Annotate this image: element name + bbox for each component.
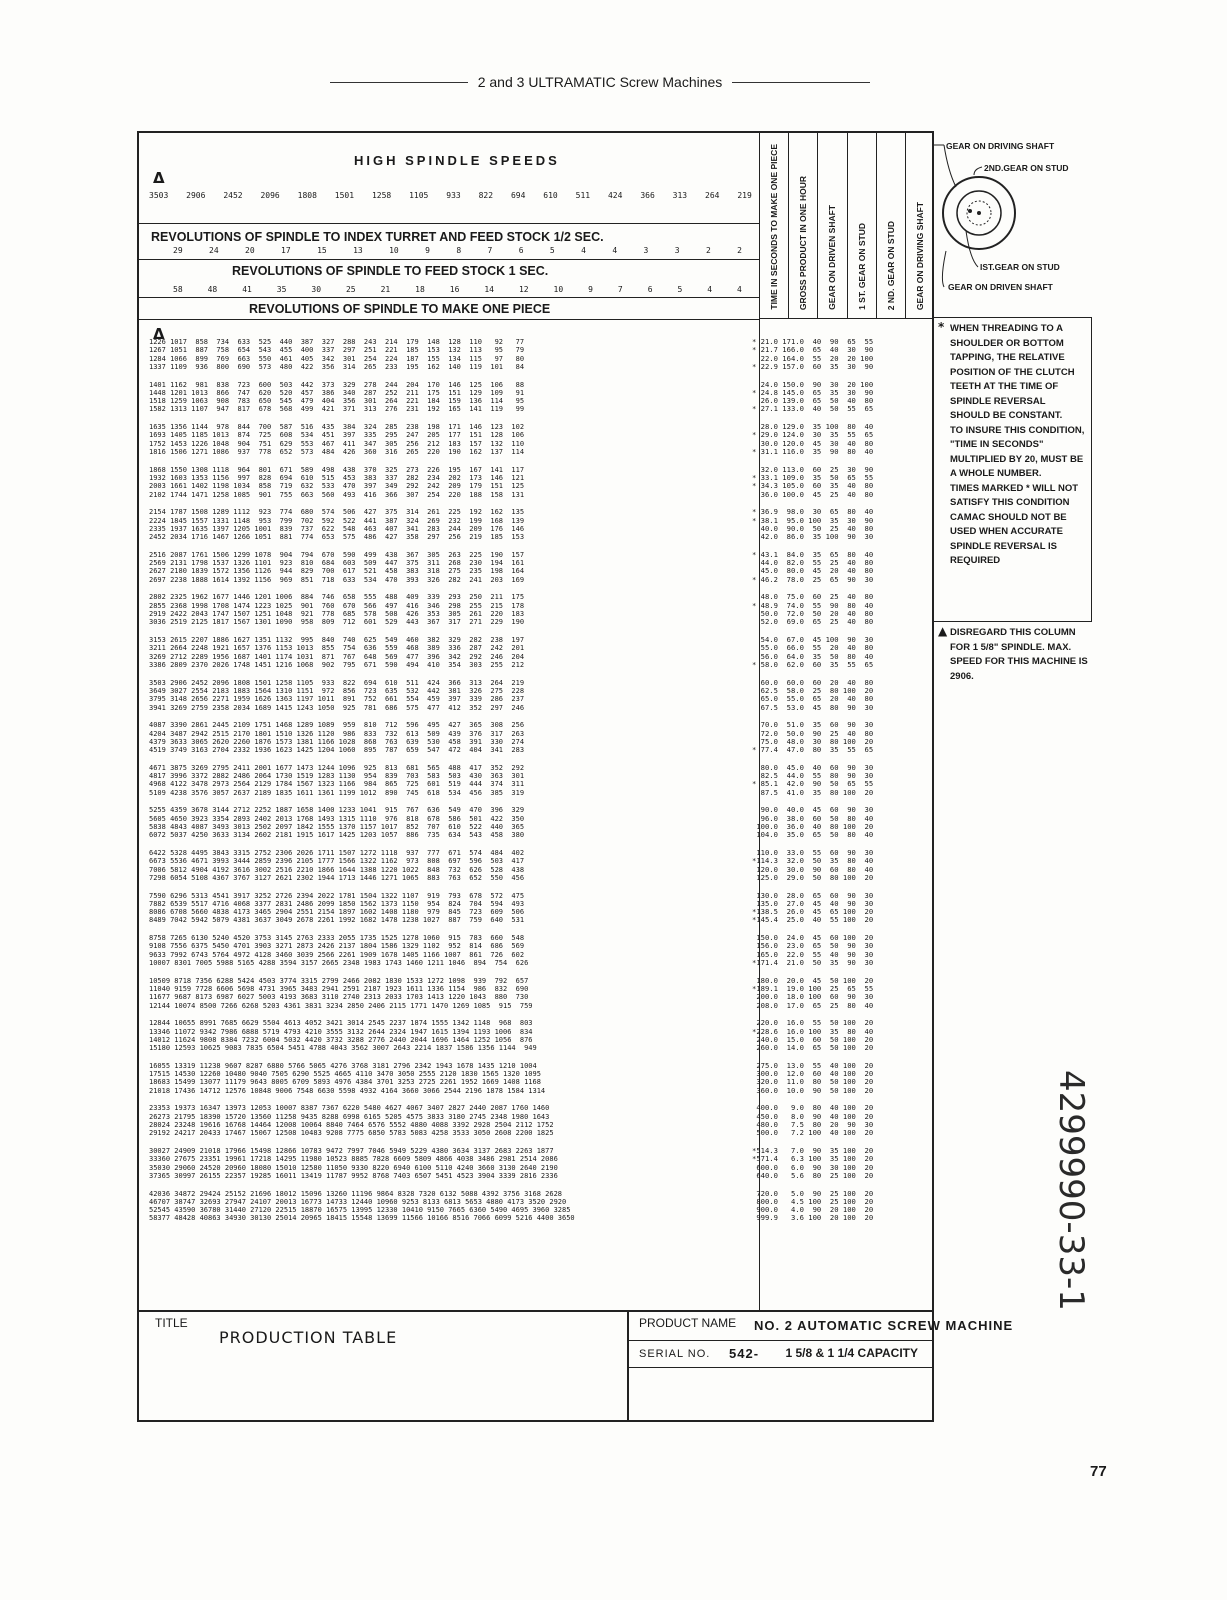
feed-value-12: 9 [588,285,593,294]
speed-value-1: 2906 [186,191,206,200]
time-gear-block: 48.0 75.0 60 25 40 80 * 48.9 74.0 55 90 80 40 50.0 72.0 50 20 40 80 52.0 69.0 65 25 40 80 [752,592,874,627]
feed-value-4: 30 [311,285,322,294]
revolutions-block: 6422 5328 4495 3843 3315 2752 2306 2026 1711 1507 1272 1118 937 777 671 574 484 402 6673 5536 4671 3993 3444 2859 2396 2105 1777 1566 1322 1162 973 808 697 596 503 417 7006 5812 4904 4192 3616 3002 2516 2210 1866 1644 1388 1220 1022 848 732 626 528 438 7298 6054 5108 4367 3767 3127 2621 2302 1944 1713 1446 1271 1065 883 763 652 550 456 [149,848,525,882]
index-value-12: 4 [581,246,586,255]
feed-value-1: 48 [207,285,218,294]
speed-value-9: 822 [478,191,494,200]
column-header-2 [818,133,847,318]
row-group [149,934,939,967]
piece-band-rule [139,297,759,298]
revolutions-block: 16055 13319 11238 9607 8287 6880 5766 5065 4276 3768 3181 2796 2342 1943 1678 1435 1210 1004 17515 14530 12260 10480 9040 7505 6290 5525 4665 4110 3470 3050 2555 2120 1830 1565 1320 1095 18683 15499 13077 11179 9643 8005 6709 5893 4976 4384 3701 3253 2725 2261 1952 1669 1408 1168 21018 17436 14712 12576 10848 9006 7548 6630 5598 4932 4164 3660 3066 2544 2196 1878 1584 1314 [149,1061,546,1095]
speed-value-13: 424 [607,191,623,200]
index-value-17: 2 [737,246,742,255]
capacity-value: 1 5/8 & 1 1/4 CAPACITY [785,1346,918,1360]
page-header [320,72,880,92]
triangle-marker: ▲ [938,624,948,638]
feed-value-0: 58 [173,285,183,294]
row-group [149,1190,939,1223]
feed-value-15: 5 [677,285,683,294]
time-gear-block: * 36.9 98.0 30 65 80 40 * 38.1 95.0 100 35 30 90 40.0 90.0 50 25 40 80 42.0 86.0 35 100 90 30 [752,507,874,542]
speed-value-10: 694 [510,191,526,200]
disregard-note [934,622,1092,684]
revolutions-block: 2802 2325 1962 1677 1446 1201 1006 884 746 658 555 488 409 339 293 250 211 175 2855 2368 1998 1708 1474 1223 1025 901 760 670 566 497 416 346 298 255 215 178 2919 2422 2043 1747 1507 1251 1048 921 778 685 578 508 426 353 305 261 220 183 3036 2519 2125 1817 1567 1301 1090 958 809 712 601 529 443 367 317 271 229 190 [149,593,525,627]
revolutions-block: 1868 1550 1308 1118 964 801 671 589 498 438 370 325 273 226 195 167 141 117 1932 1603 1353 1156 997 828 694 610 515 453 383 337 282 234 202 173 146 121 2003 1661 1402 1198 1034 858 719 632 533 470 397 349 292 242 209 179 151 125 2102 1744 1471 1258 1085 901 755 663 560 493 416 366 307 254 220 188 158 131 [149,465,525,499]
row-group [149,636,939,669]
serial-label: SERIAL NO. [639,1348,711,1360]
speed-value-12: 511 [575,191,591,200]
gear-diagram [934,131,1092,313]
column-header-label: 1 ST. GEAR ON STUD [856,223,867,310]
revolutions-block: 4087 3390 2861 2445 2109 1751 1468 1289 1089 959 810 712 596 495 427 365 308 256 4204 3487 2942 2515 2170 1801 1510 1326 1120 986 833 732 613 509 439 376 317 263 4379 3633 3065 2620 2260 1876 1573 1381 1166 1028 868 763 639 530 458 391 330 274 4519 3749 3163 2704 2332 1936 1623 1425 1204 1060 895 787 659 547 472 404 341 283 [149,721,525,755]
revolutions-block: 42036 34872 29424 25152 21696 18012 15096 13260 11196 9864 8328 7320 6132 5088 4392 3756 3168 2628 46707 38747 32693 27947 24107 20013 16773 14733 12440 10960 9253 8133 6813 5653 4880 4173 3520 2920 52545 43590 36780 31440 27120 22515 18870 16575 13995 12330 10410 9150 7665 6360 5490 4695 3960 3285 58377 48428 40863 34930 30130 25014 20965 18415 15548 13699 11566 10166 8516 7066 6099 5216 4400 3650 [149,1189,575,1223]
row-group [149,551,939,584]
speed-value-0: 3503 [149,191,169,200]
time-gear-block: 32.0 113.0 60 25 30 90 * 33.1 109.0 35 50 65 55 * 34.3 105.0 60 35 40 80 36.0 100.0 45 25 40 80 [752,464,874,499]
index-value-3: 17 [281,246,291,255]
star-marker: * [938,320,945,334]
row-group [149,679,939,712]
row-group [149,423,939,456]
high-spindle-speeds-title: HIGH SPINDLE SPEEDS [354,153,560,168]
time-gear-block: 180.0 20.0 45 50 100 20 *189.1 19.0 100 25 65 55 200.0 18.0 100 60 90 30 208.0 17.0 65 25 80 40 [752,975,874,1010]
row-group [149,764,939,797]
row-group [149,1019,939,1052]
time-gear-block: * 43.1 84.0 35 65 80 40 44.0 82.0 55 25 40 80 45.0 80.0 45 20 40 80 * 46.2 78.0 25 65 90 30 [752,549,874,584]
column-header-3 [848,133,877,318]
speed-value-8: 933 [446,191,461,200]
column-header-label: TIME IN SECONDS TO MAKE ONE PIECE [769,144,780,310]
row-group [149,721,939,754]
product-name-label: PRODUCT NAME [639,1316,737,1330]
row-group [149,508,939,541]
speed-value-11: 610 [543,191,558,200]
revolutions-block: 1635 1356 1144 978 844 700 587 516 435 384 324 285 238 198 171 146 123 102 1693 1405 1185 1013 874 725 608 534 451 397 335 295 247 205 177 151 128 106 1752 1453 1226 1048 904 751 629 553 467 411 347 305 256 212 183 157 132 110 1816 1506 1271 1086 937 778 652 573 484 426 360 316 265 220 190 162 137 114 [149,423,525,457]
speed-value-7: 1105 [409,191,429,200]
title-cell [139,1312,629,1420]
index-value-16: 2 [705,246,711,255]
feed-value-3: 35 [276,285,287,294]
row-group [149,1062,939,1095]
header-title: 2 and 3 ULTRAMATIC Screw Machines [477,74,723,90]
revolutions-block: 3503 2906 2452 2096 1808 1501 1258 1105 933 822 694 610 511 424 366 313 264 219 3649 3027 2554 2183 1883 1564 1310 1151 972 856 723 635 532 442 381 326 275 228 3795 3148 2656 2271 1959 1626 1363 1197 1011 891 752 661 554 459 397 339 286 237 3941 3269 2759 2358 2034 1689 1415 1243 1050 925 781 686 575 477 412 352 297 246 [149,678,525,712]
index-value-11: 5 [549,246,555,255]
column-header-1 [789,133,818,318]
index-value-1: 24 [209,246,219,255]
index-value-15: 3 [674,246,680,255]
serial-value: 542- [729,1346,760,1361]
feed-value-16: 4 [707,285,713,294]
index-value-7: 9 [425,246,430,255]
row-group [149,977,939,1010]
index-value-4: 15 [317,246,327,255]
vertical-column-headers [759,133,934,319]
speed-value-15: 313 [672,191,688,200]
index-value-13: 4 [612,246,618,255]
revolutions-block: 4671 3875 3269 2795 2411 2001 1677 1473 1244 1096 925 813 681 565 488 417 352 292 4817 3996 3372 2882 2486 2064 1730 1519 1283 1130 954 839 703 583 503 430 363 301 4968 4122 3478 2973 2564 2129 1784 1567 1323 1166 984 865 725 601 519 444 374 311 5109 4238 3576 3057 2637 2189 1835 1611 1361 1199 1012 890 745 618 534 456 385 319 [149,763,525,797]
column-header-label: GEAR ON DRIVING SHAFT [914,201,925,310]
title-block [139,1310,1014,1420]
feed-values-row [173,285,742,294]
revolutions-block: 1401 1162 981 838 723 600 503 442 373 329 278 244 204 170 146 125 106 88 1448 1201 1013 866 747 620 520 457 386 340 287 252 211 175 151 129 109 91 1518 1259 1063 908 783 650 545 479 404 356 301 264 221 184 159 136 114 95 1582 1313 1107 947 817 678 568 499 421 371 313 276 231 192 165 141 119 99 [149,380,525,414]
column-header-label: GROSS PRODUCT IN ONE HOUR [798,175,809,310]
threading-note-text: WHEN THREADING TO A SHOULDER OR BOTTOM TAPPING, THE RELATIVE POSITION OF THE CLUTCH TEETH AT THE TIME OF SPINDLE REVERSAL SHOULD BE CONSTANT. TO INSURE THIS CONDITION, "TIME IN SECONDS" MULTIPLIED BY 20, MUST BE A WHOLE NUMBER. TIMES MARKED * WILL NOT SATISFY THIS CONDITION CAMAC SHOULD NOT BE USED WHEN ACCURATE SPINDLE REVERSAL IS REQUIRED [950,323,1085,566]
row-group [149,806,939,839]
revolutions-block: 5255 4359 3678 3144 2712 2252 1887 1658 1400 1233 1041 915 767 636 549 470 396 329 5605 4650 3923 3354 2893 2402 2013 1768 1493 1315 1110 976 818 678 586 501 422 350 5838 4843 4087 3493 3013 2502 2097 1842 1555 1370 1157 1017 852 707 610 522 440 365 6072 5037 4250 3633 3134 2602 2181 1915 1617 1425 1203 1057 886 735 634 543 458 380 [149,806,525,840]
high-spindle-speeds-row [149,191,752,200]
speed-value-2: 2452 [223,191,243,200]
right-notes-panel [934,131,1092,682]
time-gear-block: 150.0 24.0 45 60 100 20 156.0 23.0 65 50 90 30 165.0 22.0 55 40 90 30 *171.4 21.0 50 35 90 30 [752,933,874,967]
index-values-row [173,246,742,255]
gear-driven-label: GEAR ON DRIVEN SHAFT [948,282,1053,292]
handwritten-text: 4299990-33-1 [1051,1070,1091,1311]
row-group [149,593,939,626]
feed-value-13: 7 [617,285,623,294]
piece-band-label: REVOLUTIONS OF SPINDLE TO MAKE ONE PIECE [249,302,551,316]
revolutions-block: 12844 10655 8991 7685 6629 5504 4613 4052 3421 3014 2545 2237 1874 1555 1342 1148 968 803 13346 11072 9342 7986 6888 5719 4793 4210 3555 3132 2644 2324 1947 1615 1394 1193 1006 834 14012 11624 9808 8384 7232 6004 5032 4420 3732 3288 2776 2440 2044 1696 1464 1252 1056 876 15180 12593 10625 9083 7835 6504 5451 4788 4043 3562 3007 2643 2214 1837 1586 1356 1144 949 [149,1019,537,1053]
production-table-frame [137,131,1014,1422]
revolutions-block: 7590 6296 5313 4541 3917 3252 2726 2394 2022 1781 1504 1322 1107 919 793 678 572 475 7882 6539 5517 4716 4068 3377 2831 2486 2099 1850 1562 1373 1150 954 824 704 594 493 8086 6708 5660 4838 4173 3465 2904 2551 2154 1897 1602 1408 1180 979 845 723 609 506 8489 7042 5942 5079 4381 3637 3049 2678 2261 1992 1682 1478 1238 1027 887 759 640 531 [149,891,525,925]
product-name-value: NO. 2 AUTOMATIC SCREW MACHINE [754,1318,1014,1333]
revolutions-block: 10509 8718 7356 6288 5424 4503 3774 3315 2799 2466 2082 1830 1533 1272 1098 939 792 657 11040 9159 7728 6606 5698 4731 3965 3483 2941 2591 2187 1923 1611 1336 1154 986 832 690 11677 9687 8173 6987 6027 5003 4193 3683 3110 2740 2313 2033 1703 1413 1220 1043 880 730 12144 10074 8500 7266 6268 5203 4361 3831 3234 2850 2406 2115 1771 1470 1269 1085 915 759 [149,976,533,1010]
revolutions-block: 30027 24909 21018 17966 15498 12866 10783 9472 7997 7046 5949 5229 4380 3634 3137 2683 2263 1877 33360 27675 23351 19961 17218 14295 11980 10523 8885 7828 6609 5809 4866 4038 3486 2981 2514 2086 35030 29060 24520 20960 18080 15010 12580 11050 9330 8220 6940 6100 5110 4240 3660 3130 2640 2190 37365 30997 26155 22357 19285 16011 13419 11787 9952 8768 7403 6507 5451 4523 3904 3339 2816 2336 [149,1146,558,1180]
feed-value-14: 6 [647,285,653,294]
feed-value-11: 10 [553,285,564,294]
time-gear-block: 400.0 9.0 80 40 100 20 450.0 8.0 90 40 100 20 480.0 7.5 80 20 90 30 500.0 7.2 100 40 100 20 [756,1103,874,1138]
page-number: 77 [1090,1463,1107,1480]
threading-note [934,317,1092,622]
feed-value-9: 14 [484,285,494,294]
index-value-0: 29 [173,246,183,255]
feed-value-2: 41 [242,285,252,294]
row-group [149,849,939,882]
document-title: PRODUCTION TABLE [219,1328,398,1347]
production-data-rows [149,338,939,1232]
column-header-0 [760,133,789,318]
disregard-note-text: DISREGARD THIS COLUMN FOR 1 5/8" SPINDLE. MAX. SPEED FOR THIS MACHINE IS 2906. [950,627,1088,682]
time-gear-block: 220.0 16.0 55 50 100 20 *228.6 16.0 100 35 80 40 240.0 15.0 60 50 100 20 260.0 14.0 65 50 100 20 [752,1018,874,1053]
column-header-label: 2 ND. GEAR ON STUD [885,220,896,310]
header-rule-left [330,82,468,83]
row-group [149,381,939,414]
gear-driving-label: GEAR ON DRIVING SHAFT [946,141,1055,151]
feed-value-7: 18 [415,285,425,294]
speed-value-14: 366 [640,191,655,200]
index-value-6: 10 [389,246,399,255]
feed-band-label: REVOLUTIONS OF SPINDLE TO FEED STOCK 1 SEC. [232,264,549,278]
feed-value-6: 21 [380,285,391,294]
time-gear-block: 720.0 5.0 90 25 100 20 800.0 4.5 100 25 100 20 900.0 4.0 90 20 100 20 999.9 3.6 100 20 100 20 [756,1188,874,1223]
delta-marker-top: Δ [153,169,165,187]
title-label: TITLE [155,1316,188,1330]
row-group [149,1147,939,1180]
time-gear-block: 24.0 150.0 90 30 20 100 * 24.8 145.0 65 35 30 90 26.0 139.0 65 50 40 80 * 27.1 133.0 40 50 55 65 [752,379,874,414]
speed-value-5: 1501 [334,191,355,200]
time-gear-block: 80.0 45.0 40 60 90 30 82.5 44.0 55 80 90 30 * 85.1 42.0 90 50 65 55 87.5 41.0 35 80 100 20 [752,762,874,797]
row-group [149,1104,939,1137]
time-gear-block: 110.0 33.0 55 60 90 30 *114.3 32.0 50 35 80 40 120.0 30.0 90 60 80 40 125.0 29.0 50 80 100 20 [752,847,874,882]
speed-value-4: 1808 [297,191,317,200]
revolutions-block: 8758 7265 6130 5240 4520 3753 3145 2763 2333 2055 1735 1525 1278 1060 915 783 660 548 9108 7556 6375 5450 4701 3903 3271 2873 2426 2137 1804 1586 1329 1102 952 814 686 569 9633 7992 6743 5764 4972 4128 3460 3039 2566 2261 1909 1678 1405 1166 1007 861 726 602 10007 8301 7005 5988 5165 4288 3594 3157 2665 2348 1983 1743 1460 1211 1046 894 754 626 [149,934,529,967]
revolutions-block: 2516 2087 1761 1506 1299 1078 904 794 670 590 499 438 367 305 263 225 190 157 2569 2131 1798 1537 1326 1101 923 810 684 603 509 447 375 311 268 230 194 161 2627 2180 1839 1572 1356 1126 944 829 700 617 521 458 383 318 275 235 198 164 2697 2238 1888 1614 1392 1156 969 851 718 633 534 470 393 326 282 241 203 169 [149,550,525,584]
feed-value-17: 4 [737,285,742,294]
row-group [149,466,939,499]
piece-band-bottom-rule [139,319,759,320]
gear-second-label: 2ND.GEAR ON STUD [984,163,1069,173]
time-gear-block: * 21.0 171.0 40 90 65 55 * 21.7 166.0 65 40 30 90 22.0 164.0 55 20 20 100 * 22.9 157.0 60 35 30 90 [752,337,874,371]
speed-value-6: 1258 [371,191,392,200]
time-gear-block: 28.0 129.0 35 100 80 40 * 29.0 124.0 30 35 55 65 30.0 120.0 45 30 40 80 * 31.1 116.0 35 90 80 40 [752,422,874,457]
time-gear-block: 54.0 67.0 45 100 90 30 55.0 66.0 55 20 40 80 56.0 64.0 35 50 80 40 * 58.0 62.0 60 35 55 65 [752,635,874,669]
speed-value-17: 219 [737,191,752,200]
serial-row [629,1340,932,1368]
index-value-2: 20 [245,246,255,255]
revolutions-block: 3153 2615 2207 1886 1627 1351 1132 995 840 740 625 549 460 382 329 282 238 197 3211 2664 2248 1921 1657 1376 1153 1013 855 754 636 559 468 389 336 287 242 201 3269 2712 2289 1956 1687 1401 1174 1031 871 767 648 569 477 396 342 292 246 204 3386 2809 2370 2026 1748 1451 1216 1068 902 795 671 590 494 410 354 303 255 212 [149,636,525,669]
time-gear-block: 275.0 13.0 55 40 100 20 300.0 12.0 60 40 100 20 320.0 11.0 80 50 100 20 360.0 10.0 90 50 100 20 [756,1060,874,1095]
feed-value-8: 16 [449,285,460,294]
gear-first-label: IST.GEAR ON STUD [980,262,1060,272]
time-gear-block: 60.0 60.0 60 20 40 80 62.5 58.0 25 80 100 20 65.0 55.0 65 20 40 80 67.5 53.0 45 80 90 30 [760,677,874,712]
index-band-label: REVOLUTIONS OF SPINDLE TO INDEX TURRET AND FEED STOCK 1/2 SEC. [151,230,604,244]
revolutions-block: 1226 1017 858 734 633 525 440 387 327 288 243 214 179 148 128 110 92 77 1267 1051 887 758 654 543 455 400 337 297 251 221 185 153 132 113 95 79 1284 1066 899 769 663 550 461 405 342 301 254 224 187 155 134 115 97 80 1337 1109 936 800 690 573 480 422 356 314 265 233 195 162 140 119 101 84 [149,338,525,371]
revolutions-block: 2154 1787 1508 1289 1112 923 774 680 574 506 427 375 314 261 225 192 162 135 2224 1845 1557 1331 1148 953 799 702 592 522 441 387 324 269 232 199 168 139 2335 1937 1635 1397 1205 1001 839 737 622 548 463 407 341 283 244 209 176 146 2452 2034 1716 1467 1266 1051 881 774 653 575 486 427 358 297 256 219 185 153 [149,508,525,542]
row-group [149,892,939,925]
column-header-4 [877,133,906,318]
feed-value-10: 12 [518,285,529,294]
index-value-10: 6 [518,246,524,255]
time-gear-block: *514.3 7.0 90 35 100 20 *571.4 6.3 100 35 100 20 600.0 6.0 90 30 100 20 640.0 5.6 80 25 100 20 [752,1145,874,1180]
time-gear-block: 90.0 40.0 45 60 90 30 96.0 38.0 60 50 80 40 100.0 36.0 40 80 100 20 104.0 35.0 65 50 80 40 [756,805,874,840]
time-gear-block: 130.0 28.0 65 60 90 30 135.0 27.0 45 40 90 30 *138.5 26.0 45 65 100 20 *145.4 25.0 40 55 100 20 [752,890,874,925]
row-group [149,338,939,371]
handwritten-part-number [1030,1060,1120,1340]
revolutions-block: 23353 19373 16347 13973 12053 10007 8387 7367 6220 5480 4627 4067 3407 2827 2440 2087 1760 1460 26273 21795 18390 15720 13560 11258 9435 8288 6998 6165 5205 4575 3833 3180 2745 2348 1980 1643 28024 23248 19616 16768 14464 12008 10064 8840 7464 6576 5552 4880 4088 3392 2928 2504 2112 1752 29192 24217 20433 17467 15067 12508 10483 9208 7775 6850 5783 5083 4258 3533 3050 2608 2200 1825 [149,1104,554,1138]
speed-value-3: 2096 [260,191,280,200]
feed-value-5: 25 [345,285,356,294]
speed-value-16: 264 [705,191,720,200]
index-value-5: 13 [353,246,363,255]
index-value-8: 8 [456,246,462,255]
time-gear-block: 70.0 51.0 35 60 90 30 72.0 50.0 90 25 40 80 75.0 48.0 30 80 100 20 * 77.4 47.0 80 35 55 65 [752,720,874,755]
index-band-rule [139,223,759,224]
index-value-14: 3 [643,246,649,255]
feed-band-rule [139,259,759,260]
column-header-label: GEAR ON DRIVEN SHAFT [827,205,838,310]
header-rule-right [732,82,870,83]
column-header-5 [906,133,934,318]
delta-marker-data: Δ [153,325,165,343]
index-value-9: 7 [487,246,493,255]
product-info-cell [629,1312,1014,1420]
